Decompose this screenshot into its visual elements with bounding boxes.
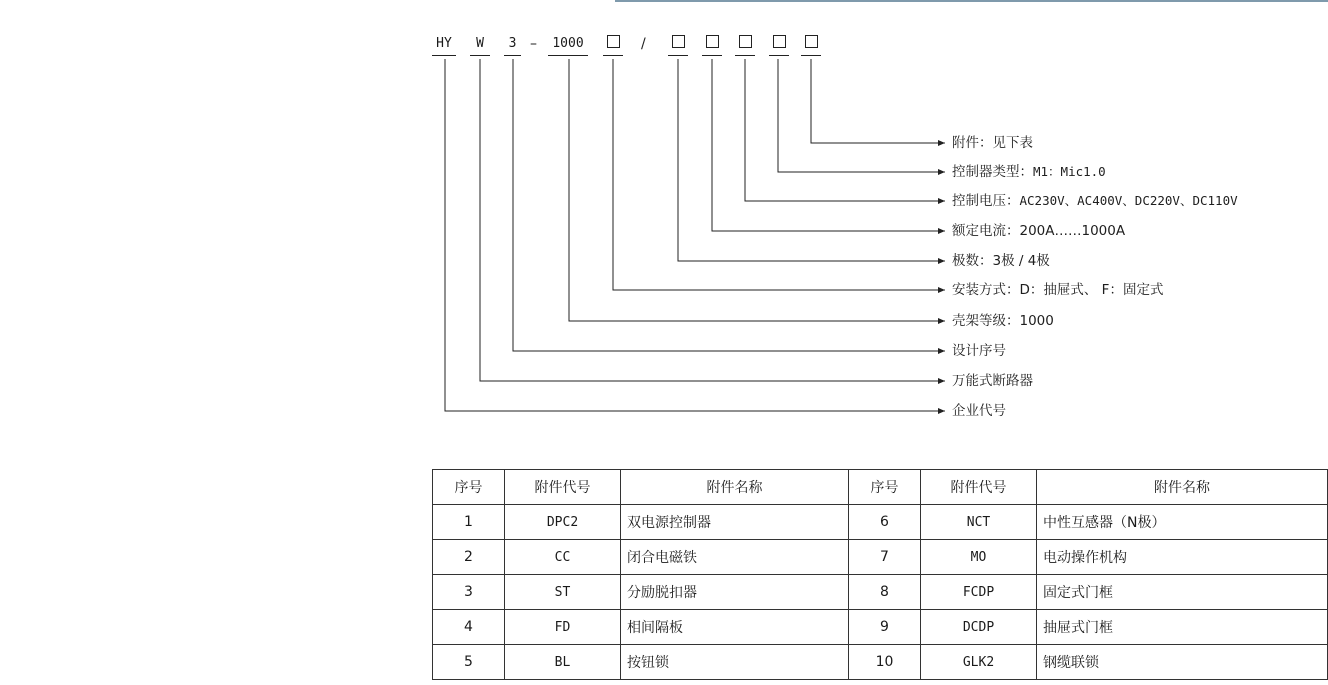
legend-poles: 极数：3极 / 4极	[952, 253, 1050, 269]
table-row	[433, 645, 1328, 680]
cell-code: CC	[505, 540, 621, 575]
cell-code: ST	[505, 575, 621, 610]
code-hy: HY	[432, 33, 456, 56]
cell-name: 双电源控制器	[621, 505, 849, 540]
cell-code: MO	[921, 540, 1037, 575]
header-index: 序号	[849, 470, 921, 505]
code-slash: /	[641, 36, 646, 52]
cell-name: 固定式门框	[1037, 575, 1328, 610]
code-3: 3	[504, 33, 521, 56]
cell-index: 2	[433, 540, 505, 575]
cell-index: 9	[849, 610, 921, 645]
cell-index: 3	[433, 575, 505, 610]
cell-name: 按钮锁	[621, 645, 849, 680]
cell-index: 7	[849, 540, 921, 575]
cell-code: FCDP	[921, 575, 1037, 610]
header-name: 附件名称	[1037, 470, 1328, 505]
cell-code: BL	[505, 645, 621, 680]
header-index: 序号	[433, 470, 505, 505]
cell-index: 10	[849, 645, 921, 680]
legend-rated-current: 额定电流：200A……1000A	[952, 223, 1126, 239]
legend-breaker-type: 万能式断路器	[952, 373, 1033, 389]
table-row	[433, 540, 1328, 575]
legend-install-mode: 安装方式：D：抽屉式、 F：固定式	[952, 282, 1164, 298]
accessory-table	[432, 469, 1328, 680]
legend-control-voltage: 控制电压：AC230V、AC400V、DC220V、DC110V	[952, 193, 1238, 209]
header-name: 附件名称	[621, 470, 849, 505]
cell-name: 闭合电磁铁	[621, 540, 849, 575]
code-dash: –	[530, 36, 537, 52]
cell-code: FD	[505, 610, 621, 645]
legend-company-code: 企业代号	[952, 403, 1006, 419]
table-row	[433, 610, 1328, 645]
header-code: 附件代号	[505, 470, 621, 505]
code-1000: 1000	[548, 33, 588, 56]
legend-controller-type: 控制器类型：M1：Mic1.0	[952, 164, 1106, 180]
cell-name: 电动操作机构	[1037, 540, 1328, 575]
cell-code: GLK2	[921, 645, 1037, 680]
cell-index: 6	[849, 505, 921, 540]
legend-frame-grade: 壳架等级：1000	[952, 313, 1054, 329]
cell-code: DCDP	[921, 610, 1037, 645]
cell-name: 相间隔板	[621, 610, 849, 645]
cell-index: 8	[849, 575, 921, 610]
table-row	[433, 575, 1328, 610]
cell-name: 抽屉式门框	[1037, 610, 1328, 645]
cell-index: 4	[433, 610, 505, 645]
cell-code: DPC2	[505, 505, 621, 540]
cell-name: 钢缆联锁	[1037, 645, 1328, 680]
legend-design-serial: 设计序号	[952, 343, 1006, 359]
table-header-row	[433, 470, 1328, 505]
header-code: 附件代号	[921, 470, 1037, 505]
cell-code: NCT	[921, 505, 1037, 540]
code-w: W	[470, 33, 490, 56]
cell-index: 1	[433, 505, 505, 540]
table-row	[433, 505, 1328, 540]
cell-name: 中性互感器（N极）	[1037, 505, 1328, 540]
cell-name: 分励脱扣器	[621, 575, 849, 610]
legend-accessory: 附件：见下表	[952, 135, 1033, 151]
cell-index: 5	[433, 645, 505, 680]
